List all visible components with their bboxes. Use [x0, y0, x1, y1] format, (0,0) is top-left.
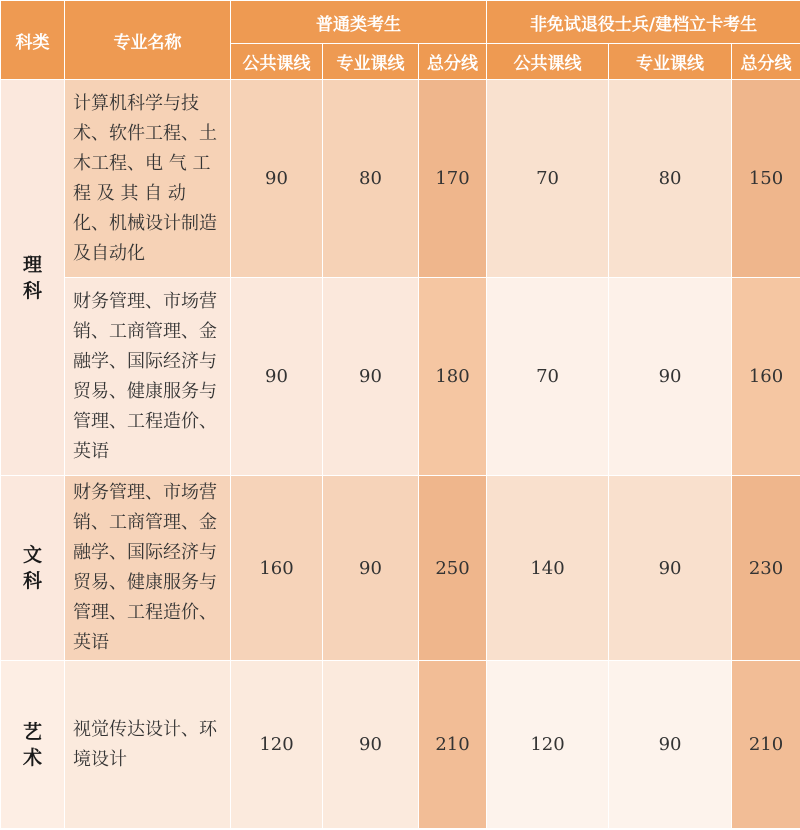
header-row-1 [1, 1, 800, 44]
regular-total-score: 210 [419, 661, 487, 829]
veteran-professional-score: 90 [609, 661, 732, 829]
header-major: 专业名称 [65, 1, 231, 80]
header-veteran-total: 总分线 [732, 44, 800, 80]
regular-professional-score: 90 [323, 476, 419, 661]
category-science [1, 80, 65, 476]
regular-total-score: 170 [419, 80, 487, 278]
major-cell: 财务管理、市场营销、工商管理、金融学、国际经济与贸易、健康服务与管理、工程造价、英语 [65, 476, 231, 661]
regular-public-score: 160 [231, 476, 323, 661]
veteran-total-score: 150 [732, 80, 800, 278]
header-regular-group: 普通类考生 [231, 1, 487, 44]
veteran-total-score: 160 [732, 278, 800, 476]
header-veteran-group: 非免试退役士兵/建档立卡考生 [487, 1, 800, 44]
header-category: 科类 [1, 1, 65, 80]
table-row [1, 80, 800, 278]
regular-public-score: 90 [231, 80, 323, 278]
veteran-public-score: 120 [487, 661, 609, 829]
header-veteran-professional: 专业课线 [609, 44, 732, 80]
category-arts [1, 476, 65, 661]
regular-professional-score: 90 [323, 661, 419, 829]
regular-total-score: 250 [419, 476, 487, 661]
header-regular-professional: 专业课线 [323, 44, 419, 80]
table-row [1, 278, 800, 476]
major-cell: 财务管理、市场营销、工商管理、金融学、国际经济与贸易、健康服务与管理、工程造价、英语 [65, 278, 231, 476]
regular-public-score: 90 [231, 278, 323, 476]
table-row [1, 661, 800, 829]
category-char: 艺 [22, 720, 42, 743]
regular-total-score: 180 [419, 278, 487, 476]
major-cell: 视觉传达设计、环境设计 [65, 661, 231, 829]
category-char: 科 [22, 570, 42, 592]
category-char: 文 [22, 544, 42, 566]
regular-professional-score: 90 [323, 278, 419, 476]
category-char: 科 [22, 279, 42, 302]
category-fine-arts [1, 661, 65, 829]
veteran-professional-score: 90 [609, 476, 732, 661]
header-regular-public: 公共课线 [231, 44, 323, 80]
veteran-public-score: 70 [487, 80, 609, 278]
regular-public-score: 120 [231, 661, 323, 829]
veteran-public-score: 70 [487, 278, 609, 476]
category-char: 术 [22, 746, 42, 769]
table-row [1, 476, 800, 661]
category-char: 理 [22, 253, 42, 276]
veteran-professional-score: 80 [609, 80, 732, 278]
veteran-professional-score: 90 [609, 278, 732, 476]
veteran-total-score: 230 [732, 476, 800, 661]
header-regular-total: 总分线 [419, 44, 487, 80]
veteran-public-score: 140 [487, 476, 609, 661]
veteran-total-score: 210 [732, 661, 800, 829]
regular-professional-score: 80 [323, 80, 419, 278]
major-cell: 计算机科学与技术、软件工程、土木工程、电 气 工 程 及 其 自 动 化、机械设计制造及自动化 [65, 80, 231, 278]
header-veteran-public: 公共课线 [487, 44, 609, 80]
